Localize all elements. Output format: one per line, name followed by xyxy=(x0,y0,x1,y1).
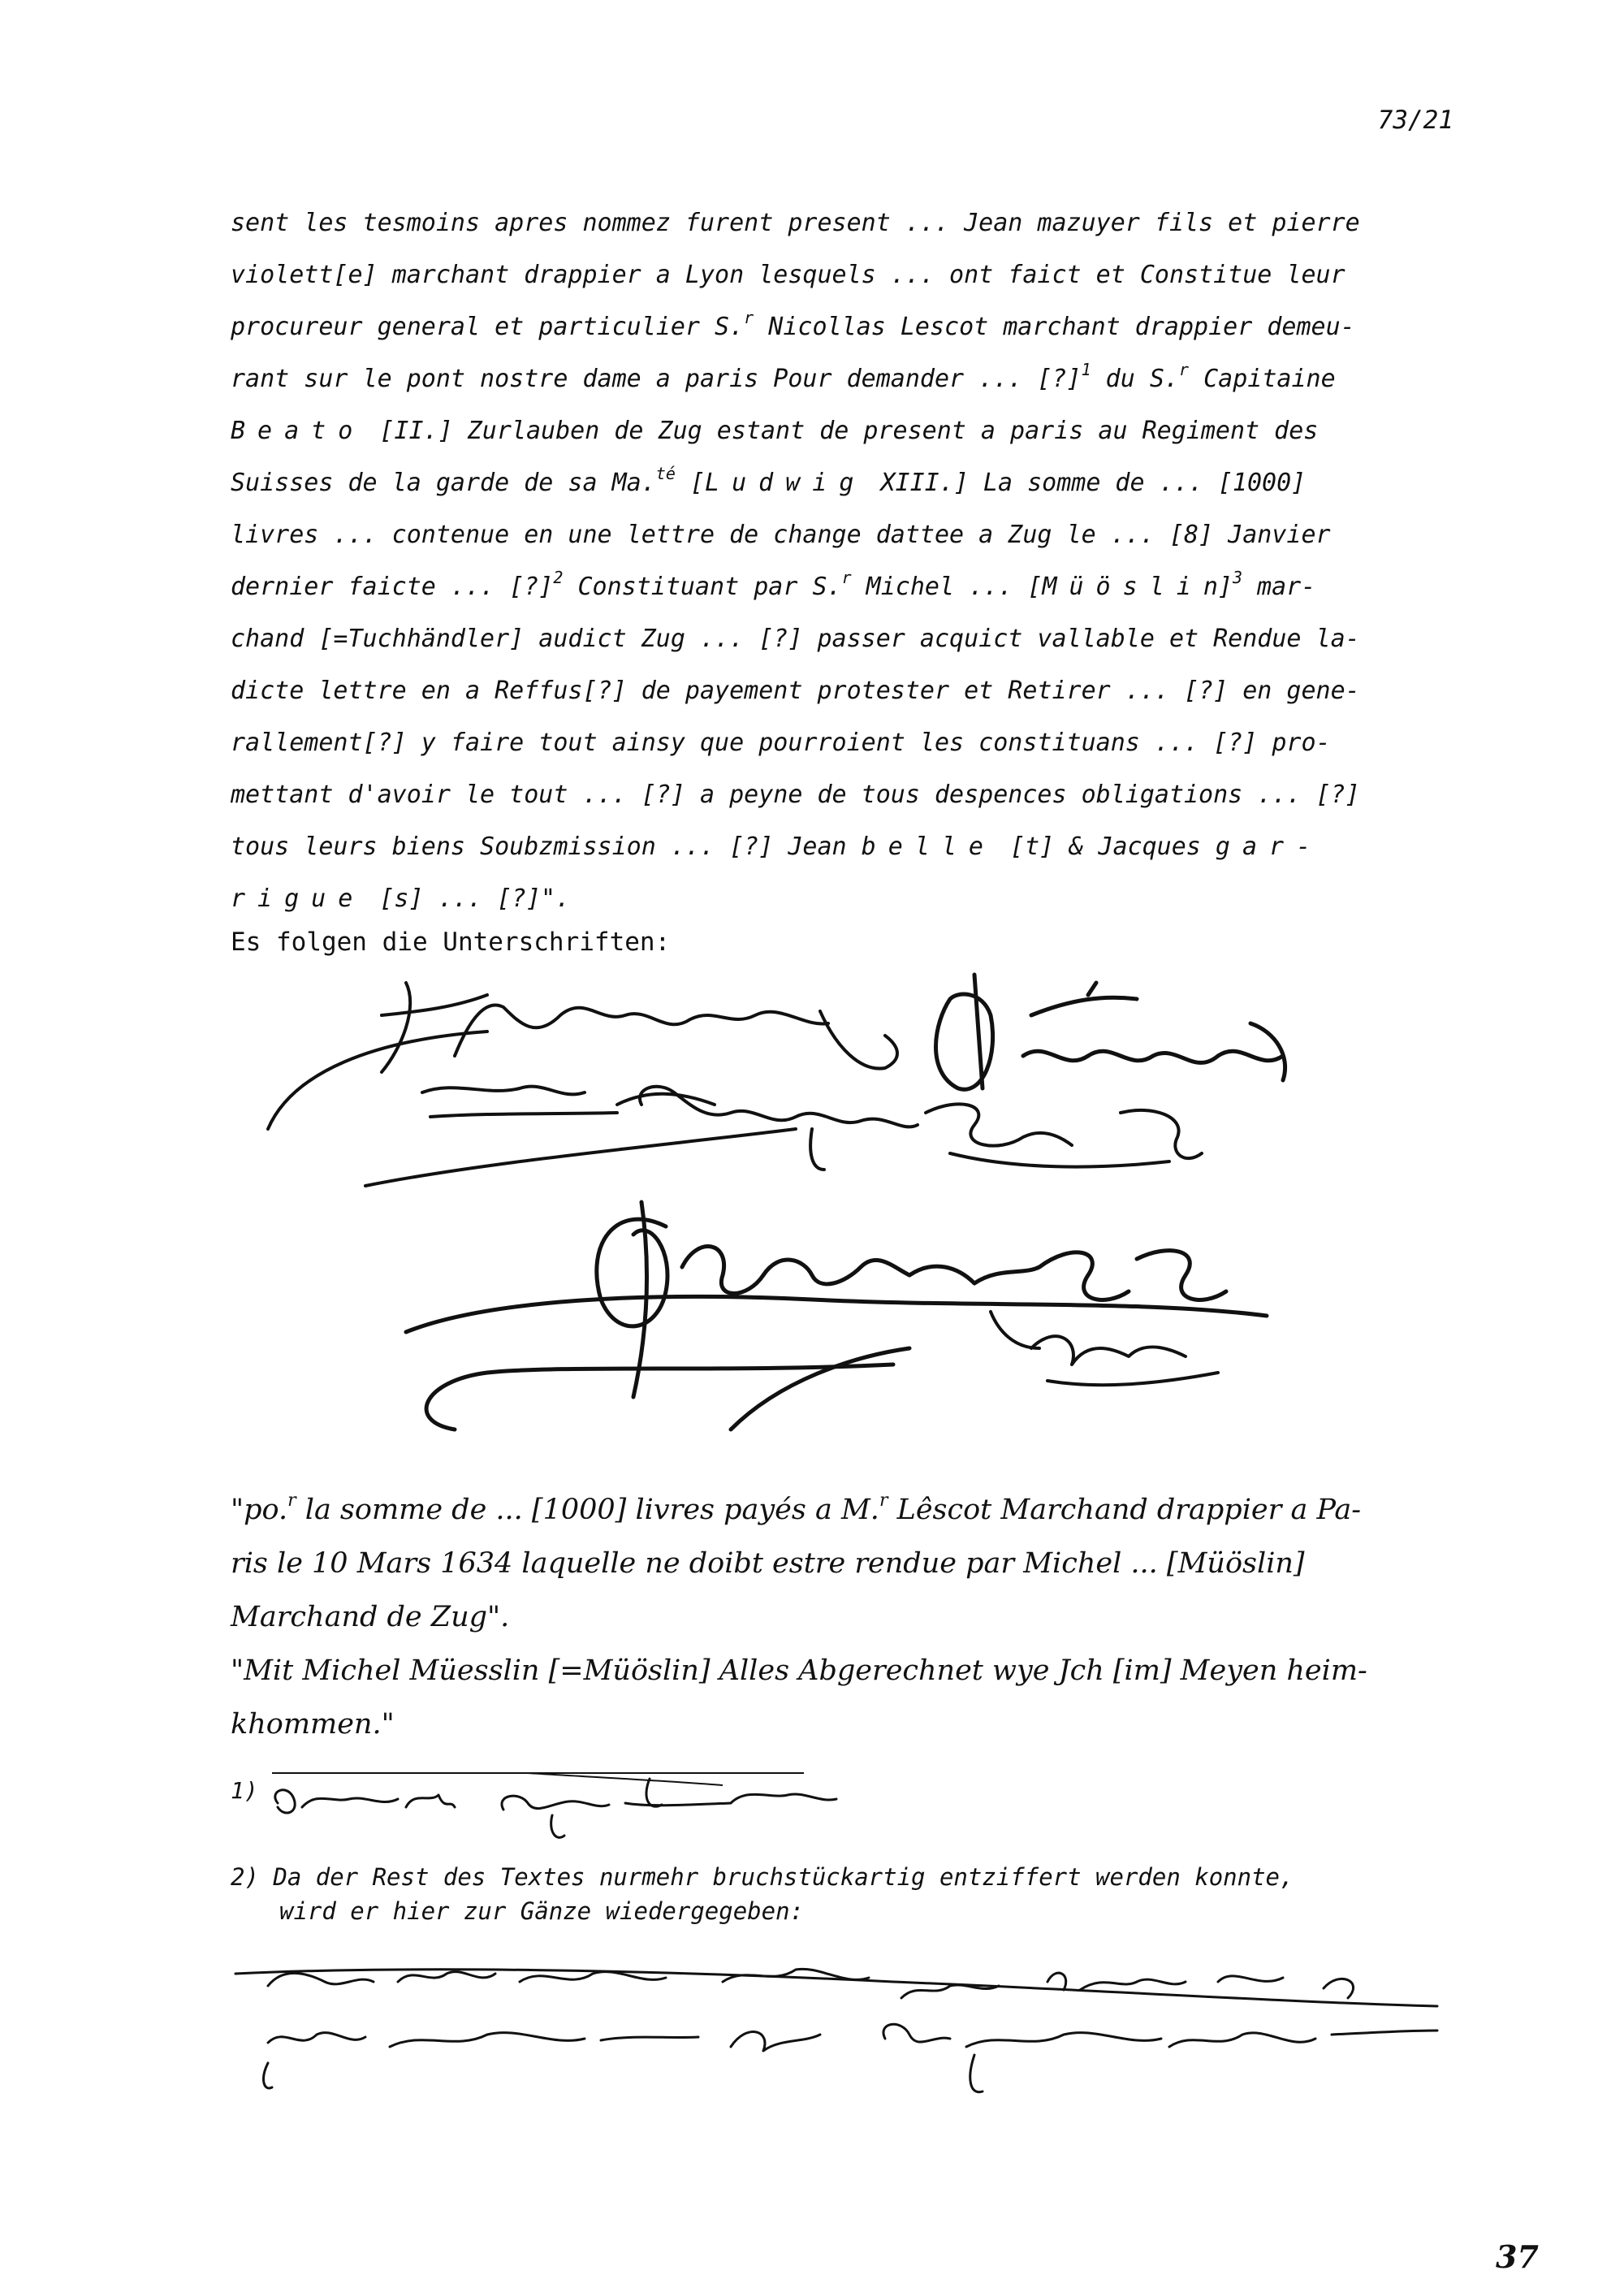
signature-violett xyxy=(936,975,1285,1089)
line-text: procureur general et particulier S. xyxy=(231,313,745,341)
footnote-ref: 3 xyxy=(1232,568,1242,587)
line-text: Constituant par S. xyxy=(563,573,842,601)
line-text: Capitaine xyxy=(1189,365,1336,393)
line-text: Marchand de Zug". xyxy=(231,1601,510,1633)
spaced-name: gar- xyxy=(1215,833,1324,861)
spaced-name: Müösli xyxy=(1042,573,1203,601)
note-line xyxy=(231,1483,1497,1537)
line-text: "po. xyxy=(231,1494,288,1526)
signatures-heading: Es folgen die Unterschriften: xyxy=(231,928,671,957)
line-text: n] xyxy=(1203,573,1233,601)
spaced-name: belle xyxy=(861,833,996,861)
footnote-separator xyxy=(268,1769,820,1793)
footnote-line: 2) Da der Rest des Textes nurmehr bruchstückartig entziffert werden konnte, xyxy=(231,1863,1294,1891)
line-text: Lêscot Marchand drappier a Pa- xyxy=(888,1494,1362,1526)
line-text: la somme de ... [1000] livres payés a M. xyxy=(296,1494,879,1526)
footnote-ref: 1 xyxy=(1081,360,1091,379)
line-text: Nicollas Lescot marchant drappier demeu- xyxy=(754,313,1355,341)
line-text: dicte lettre en a Reffus[?] de payement protester et Retirer ... [?] en gene- xyxy=(231,677,1360,705)
line-text: [t] & Jacques xyxy=(995,833,1216,861)
line-text: [s] ... [?]". xyxy=(365,884,571,913)
line-text: Michel ... [ xyxy=(851,573,1043,601)
note-line xyxy=(231,1698,1497,1751)
footnote-line: wird er hier zur Gänze wiedergegeben: xyxy=(279,1897,805,1925)
line-text: dernier faicte ... [?] xyxy=(231,573,554,601)
note-line xyxy=(231,1644,1497,1698)
footnote2-handwriting xyxy=(235,1969,1437,2091)
footnote-1-number: 1) xyxy=(231,1777,258,1804)
note-line xyxy=(231,1537,1497,1590)
footnote-ref: 2 xyxy=(553,568,564,587)
line-text: Suisses de la garde de sa Ma. xyxy=(231,469,656,497)
superscript: r xyxy=(744,308,754,327)
line-text: XIII.] La somme de ... [1000] xyxy=(866,469,1307,497)
signature-papillon xyxy=(406,1202,1267,1429)
corner-page-number: 37 xyxy=(1496,2238,1539,2275)
superscript: r xyxy=(1179,360,1190,379)
note-line xyxy=(231,1590,1497,1644)
line-text: rallement[?] y faire tout ainsy que pourroient les constituans ... [?] pro- xyxy=(231,729,1331,757)
handwritten-note-transcript xyxy=(231,1483,1497,1751)
signature-mazuyer xyxy=(268,983,897,1186)
page-number: 73/21 xyxy=(1377,106,1453,135)
line-text: tous leurs biens Soubzmission ... [?] Jean xyxy=(231,833,862,861)
spaced-name: Beato xyxy=(231,417,365,445)
superscript: r xyxy=(287,1490,296,1511)
footnote-2 xyxy=(231,1860,1294,1928)
line-text: chand [=Tuchhändler] audict Zug ... [?] passer acquict vallable et Rendue la- xyxy=(231,625,1360,653)
line-text: rant sur le pont nostre dame a paris Pour demander ... [?] xyxy=(231,365,1082,393)
line-text: mettant d'avoir le tout ... [?] a peyne de tous despences obligations ... [?] xyxy=(231,781,1360,809)
line-text: du S. xyxy=(1091,365,1179,393)
superscript: r xyxy=(841,568,852,587)
line-text: khommen." xyxy=(231,1708,395,1741)
superscript: té xyxy=(655,464,676,483)
spaced-name: rigue xyxy=(231,884,365,913)
line-text: violett[e] marchant drappier a Lyon lesquels ... ont faict et Constitue leur xyxy=(231,261,1345,289)
line-text: livres ... contenue en une lettre de change dattee a Zug le ... [8] Janvier xyxy=(231,521,1331,549)
line-text: mar- xyxy=(1242,573,1316,601)
spaced-name: Ludwig xyxy=(705,469,866,497)
signature-garrigues xyxy=(640,1087,1202,1170)
line-text: sent les tesmoins apres nommez furent present ... Jean mazuyer fils et pierre xyxy=(231,209,1360,237)
line-text: [II.] Zurlauben de Zug estant de present a paris au Regiment des xyxy=(365,417,1319,445)
superscript: r xyxy=(879,1490,888,1511)
line-text: ris le 10 Mars 1634 laquelle ne doibt estre rendue par Michel ... [Müöslin] xyxy=(231,1547,1305,1580)
line-text: "Mit Michel Müesslin [=Müöslin] Alles Abgerechnet wye Jch [im] Meyen heim- xyxy=(231,1654,1367,1687)
line-text: [ xyxy=(675,469,706,497)
signature-rouge xyxy=(991,1312,1218,1385)
